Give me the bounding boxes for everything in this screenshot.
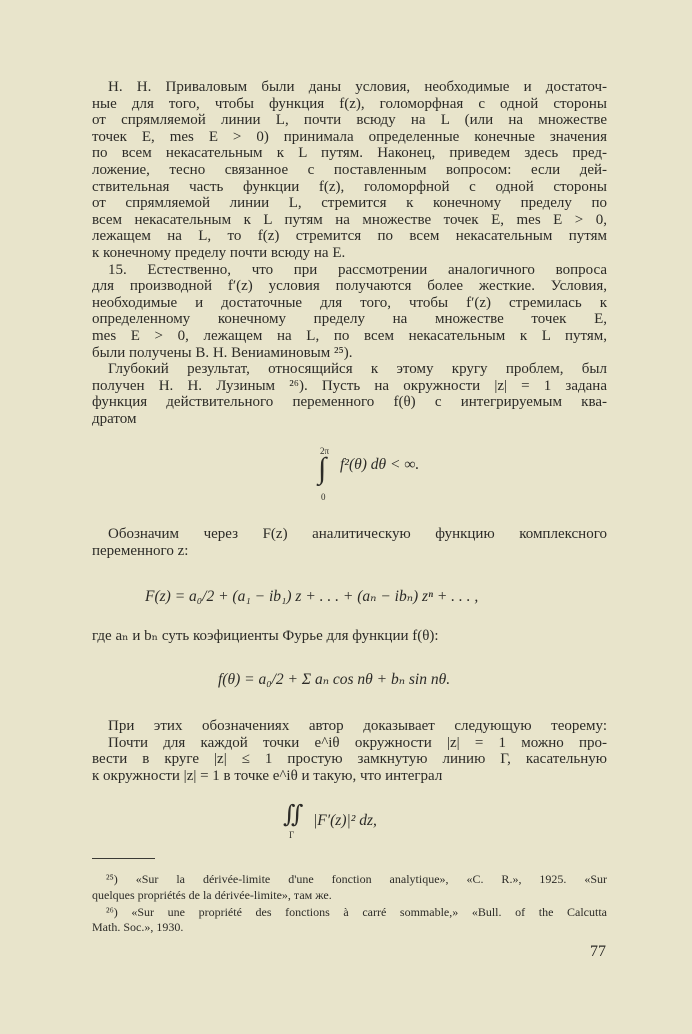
text-line: 15. Естественно, что при рассмотрении аналогичного вопроса bbox=[108, 261, 607, 278]
text-line: Обозначим через F(z) аналитическую функцию комплексного bbox=[108, 526, 607, 542]
integral-lower-limit: 0 bbox=[321, 492, 326, 502]
series-formula: F(z) = a₀/2 + (a₁ − ib₁) z + . . . + (aₙ − ibₙ) zⁿ + . . . , bbox=[145, 588, 479, 605]
text-line: всем некасательным к L путям на множестве точек E, mes E > 0, bbox=[92, 211, 607, 228]
text-line: от спрямляемой линии L, почти всюду на L (или на множестве bbox=[92, 112, 607, 129]
text-line: При этих обозначениях автор доказывает следующую теорему: bbox=[108, 718, 607, 734]
text-line: ствительная часть функции f(z), голоморфной с одной стороны bbox=[92, 178, 607, 195]
footnote-line: quelques propriétés de la dérivée-limite», там же. bbox=[92, 888, 332, 902]
text-line: получен Н. Н. Лузиным ²⁶). Пусть на окружности |z| = 1 задана bbox=[92, 377, 607, 394]
double-integral-formula bbox=[283, 802, 423, 846]
text-line: к окружности |z| = 1 в точке e^iθ и такую, что интеграл bbox=[92, 767, 443, 784]
text-line: по всем некасательным к L путям. Наконец, приведем здесь пред- bbox=[92, 145, 607, 162]
text-line: точек E, mes E > 0) принимала определенные конечные значения bbox=[92, 128, 607, 145]
fourier-formula: f(θ) = a₀/2 + Σ aₙ cos nθ + bₙ sin nθ. bbox=[218, 671, 451, 688]
text-line: Почти для каждой точки e^iθ окружности |z| = 1 можно про- bbox=[108, 734, 607, 751]
text-line: вести в круге |z| ≤ 1 простую замкнутую линию Γ, касательную bbox=[92, 751, 607, 768]
page-number: 77 bbox=[590, 943, 606, 960]
text-line: к конечному пределу почти всюду на E. bbox=[92, 245, 346, 261]
text-line: Глубокий результат, относящийся к этому кругу проблем, был bbox=[108, 361, 607, 378]
integral-sign: ∫ bbox=[318, 452, 327, 485]
double-integral-sign: ∬ bbox=[283, 802, 304, 828]
integral-body: f²(θ) dθ < ∞. bbox=[340, 456, 420, 473]
text-line: лежащем на L, то f(z) стремится по всем некасательным путям bbox=[92, 228, 607, 245]
footnote-line: Math. Soc.», 1930. bbox=[92, 920, 184, 934]
footnote-line: ²⁶) «Sur une propriété des fonctions à carré sommable,» «Bull. of the Calcutta bbox=[106, 905, 607, 919]
footnote-divider bbox=[92, 858, 155, 859]
text-line: функция действительного переменного f(θ) с интегрируемым ква- bbox=[92, 394, 607, 411]
text-line: где aₙ и bₙ суть коэфициенты Фурье для функции f(θ): bbox=[92, 628, 439, 644]
text-line: переменного z: bbox=[92, 542, 189, 559]
footnote-line: ²⁵) «Sur la dérivée-limite d'une fonction analytique», «C. R.», 1925. «Sur bbox=[106, 872, 607, 886]
integral-upper-limit: 2π bbox=[320, 446, 330, 456]
text-line: определенному конечному пределу на множестве точек E, bbox=[92, 311, 607, 328]
text-line: от спрямляемой линии L, стремится к конечному пределу по bbox=[92, 195, 607, 212]
text-line: были получены В. Н. Вениаминовым ²⁵). bbox=[92, 344, 353, 361]
text-line: дратом bbox=[92, 411, 137, 427]
text-line: ные для того, чтобы функция f(z), голоморфная с одной стороны bbox=[92, 95, 607, 112]
text-line: mes E > 0, лежащем на L, по всем некасательным к L путям, bbox=[92, 328, 607, 344]
text-line: ложение, тесно связанное с поставленным вопросом: если дей- bbox=[92, 162, 607, 178]
double-integral-body: |F′(z)|² dz, bbox=[313, 812, 377, 829]
double-integral-contour: Γ bbox=[289, 830, 295, 840]
text-line: необходимые и достаточные для того, чтобы f′(z) стремилась к bbox=[92, 294, 607, 311]
text-line: Н. Н. Приваловым были даны условия, необходимые и достаточ- bbox=[108, 79, 607, 95]
text-line: для производной f′(z) условия получаются более жесткие. Условия, bbox=[92, 278, 607, 295]
integral-formula bbox=[318, 448, 458, 508]
